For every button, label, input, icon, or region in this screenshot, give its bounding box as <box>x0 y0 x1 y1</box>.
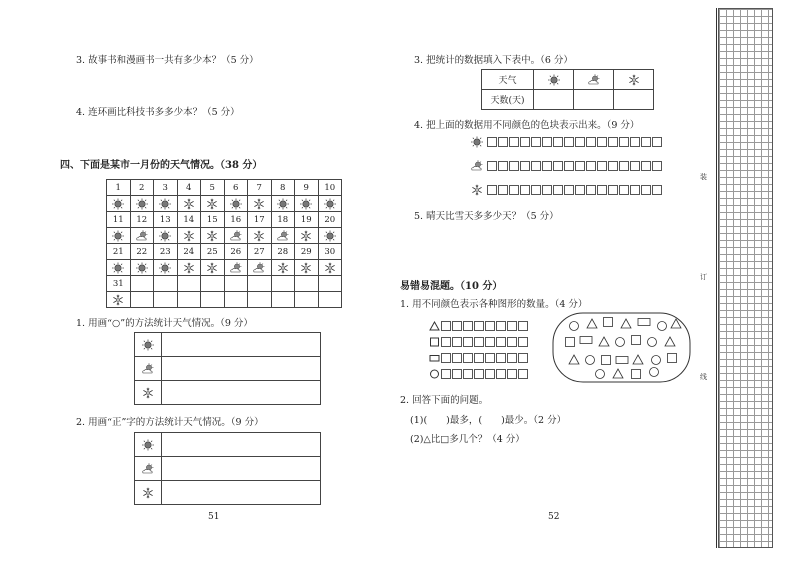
colour-block[interactable] <box>498 161 508 171</box>
sun-icon <box>323 230 337 242</box>
calendar-weather-cell <box>295 228 319 244</box>
snow-icon <box>182 262 196 274</box>
sun-icon <box>141 339 155 351</box>
days-sun-cell[interactable] <box>534 90 574 110</box>
days-snow-cell[interactable] <box>614 90 654 110</box>
colour-block[interactable] <box>586 185 596 195</box>
calendar-day-cell <box>248 276 272 292</box>
calendar-weather-cell <box>130 292 154 308</box>
calendar-day-cell: 24 <box>177 244 201 260</box>
square-shape <box>632 336 641 345</box>
calendar-day-cell <box>295 276 319 292</box>
calendar-day-cell <box>318 276 342 292</box>
count-box[interactable] <box>441 369 451 379</box>
colour-block[interactable] <box>520 161 530 171</box>
tally-icon-cell <box>135 481 162 505</box>
colour-block[interactable] <box>597 137 607 147</box>
calendar-day-cell: 22 <box>130 244 154 260</box>
snow-icon <box>252 230 266 242</box>
snow-icon <box>323 262 337 274</box>
calendar-day-cell: 10 <box>318 180 342 196</box>
circle-shape <box>570 322 579 331</box>
calendar-day-cell: 30 <box>318 244 342 260</box>
snow-icon <box>470 184 484 196</box>
cloud-icon <box>587 74 601 86</box>
colour-block[interactable] <box>597 185 607 195</box>
calendar-day-cell: 19 <box>295 212 319 228</box>
rect-icon <box>429 353 440 366</box>
triangle-shape <box>613 369 623 378</box>
calendar-weather-cell <box>107 260 131 276</box>
count-box[interactable] <box>474 337 484 347</box>
sun-icon <box>470 136 484 148</box>
colour-block[interactable] <box>509 185 519 195</box>
calendar-weather-cell <box>107 292 131 308</box>
snow-icon <box>276 262 290 274</box>
snow-icon <box>111 294 125 306</box>
calendar-day-cell <box>224 276 248 292</box>
colour-block[interactable] <box>520 137 530 147</box>
sun-icon <box>299 198 313 210</box>
tally-icon-cell <box>135 333 162 357</box>
colour-block[interactable] <box>531 137 541 147</box>
calendar-day-cell: 3 <box>154 180 178 196</box>
colour-block[interactable] <box>597 161 607 171</box>
count-box[interactable] <box>474 353 484 363</box>
calendar-day-cell: 12 <box>130 212 154 228</box>
calendar-weather-cell <box>271 228 295 244</box>
calendar-day-cell: 8 <box>271 180 295 196</box>
calendar-weather-cell <box>271 196 295 212</box>
colour-block[interactable] <box>509 137 519 147</box>
calendar-day-cell: 1 <box>107 180 131 196</box>
colour-block[interactable] <box>553 185 563 195</box>
snow-icon <box>141 387 155 399</box>
calendar-day-cell: 31 <box>107 276 131 292</box>
colour-block[interactable] <box>553 161 563 171</box>
tally-answer-cell[interactable] <box>162 481 321 505</box>
tally-answer-cell[interactable] <box>162 457 321 481</box>
e2-question: 2. 回答下面的问题。 <box>400 395 489 406</box>
calendar-weather-cell <box>318 228 342 244</box>
sun-icon <box>135 262 149 274</box>
colour-block[interactable] <box>652 161 662 171</box>
count-box[interactable] <box>507 321 517 331</box>
calendar-weather-cell <box>107 228 131 244</box>
days-cloud-cell[interactable] <box>574 90 614 110</box>
calendar-day-cell: 14 <box>177 212 201 228</box>
calendar-day-cell <box>130 276 154 292</box>
calendar-day-cell: 9 <box>295 180 319 196</box>
colour-block[interactable] <box>575 185 585 195</box>
calendar-weather-cell <box>154 228 178 244</box>
circle-shape <box>648 338 657 347</box>
calendar-weather-cell <box>130 260 154 276</box>
calendar-weather-cell <box>177 260 201 276</box>
calendar-day-cell: 23 <box>154 244 178 260</box>
circle-shape <box>650 368 659 377</box>
colour-block[interactable] <box>564 161 574 171</box>
colour-block[interactable] <box>487 161 497 171</box>
square-shape <box>604 318 613 327</box>
cloud-icon <box>141 363 155 375</box>
calendar-weather-cell <box>248 228 272 244</box>
calendar-day-cell: 5 <box>201 180 225 196</box>
calendar-day-cell: 18 <box>271 212 295 228</box>
sun-icon <box>111 262 125 274</box>
calendar-weather-cell <box>224 260 248 276</box>
calendar-day-cell: 11 <box>107 212 131 228</box>
colour-block[interactable] <box>575 161 585 171</box>
rectangle-shape <box>616 357 628 364</box>
count-box[interactable] <box>474 321 484 331</box>
count-box[interactable] <box>496 369 506 379</box>
calendar-weather-cell <box>271 260 295 276</box>
calendar-weather-cell <box>295 292 319 308</box>
tally-answer-cell[interactable] <box>162 433 321 457</box>
colour-block[interactable] <box>641 185 651 195</box>
calendar-day-cell: 15 <box>201 212 225 228</box>
left-sub1: 1. 用画“○”的方法统计天气情况。（9 分） <box>76 318 253 329</box>
sun-icon <box>229 198 243 210</box>
calendar-weather-cell <box>248 260 272 276</box>
calendar-day-cell: 7 <box>248 180 272 196</box>
shape-count-row <box>441 321 529 331</box>
cloud-icon <box>229 262 243 274</box>
binding-label-mid: 订 <box>700 273 707 281</box>
snow-icon <box>205 262 219 274</box>
colour-block[interactable] <box>652 137 662 147</box>
count-box[interactable] <box>452 369 462 379</box>
circle-tally-table <box>134 332 321 405</box>
circle-shape <box>586 356 595 365</box>
count-box[interactable] <box>496 321 506 331</box>
count-box[interactable] <box>441 353 451 363</box>
circle-shape <box>616 338 625 347</box>
calendar-day-cell: 2 <box>130 180 154 196</box>
snow-icon <box>627 74 641 86</box>
colour-block[interactable] <box>630 185 640 195</box>
cloud-icon <box>470 160 484 172</box>
colour-block[interactable] <box>652 185 662 195</box>
page-number-left: 51 <box>208 512 220 522</box>
calendar-weather-cell <box>201 228 225 244</box>
calendar-weather-cell <box>154 196 178 212</box>
tally-icon-cell <box>135 381 162 405</box>
colour-block[interactable] <box>509 161 519 171</box>
cloud-icon <box>135 230 149 242</box>
calendar-day-cell <box>201 276 225 292</box>
snow-icon <box>182 198 196 210</box>
snow-icon <box>182 230 196 242</box>
colour-block[interactable] <box>487 185 497 195</box>
square-shape <box>632 370 641 379</box>
colour-block[interactable] <box>564 185 574 195</box>
count-box[interactable] <box>485 353 495 363</box>
calendar-weather-cell <box>201 260 225 276</box>
snow-icon <box>252 198 266 210</box>
sun-icon <box>276 198 290 210</box>
snow-icon <box>205 230 219 242</box>
table-days-label: 天数(天) <box>482 90 534 110</box>
triangle-shape <box>587 319 597 328</box>
sun-icon <box>135 198 149 210</box>
calendar-weather-cell <box>318 260 342 276</box>
calendar-weather-cell <box>224 228 248 244</box>
colour-block[interactable] <box>542 161 552 171</box>
square-shape <box>602 356 611 365</box>
right-q3: 3. 把统计的数据填入下表中。（6 分） <box>414 55 573 66</box>
tally-answer-cell[interactable] <box>162 333 321 357</box>
count-box[interactable] <box>518 353 528 363</box>
calendar-day-cell: 16 <box>224 212 248 228</box>
count-box[interactable] <box>463 337 473 347</box>
shape-count-row <box>441 337 529 347</box>
calendar-weather-cell <box>177 292 201 308</box>
colour-block[interactable] <box>586 161 596 171</box>
shape-count-row <box>441 369 529 379</box>
sun-icon <box>111 198 125 210</box>
colour-block[interactable] <box>498 137 508 147</box>
colour-block[interactable] <box>641 137 651 147</box>
colour-block[interactable] <box>575 137 585 147</box>
zheng-tally-table <box>134 432 321 505</box>
calendar-day-cell: 6 <box>224 180 248 196</box>
binding-label-bottom: 线 <box>700 373 707 381</box>
colour-block[interactable] <box>608 137 618 147</box>
calendar-weather-cell <box>130 196 154 212</box>
triangle-shape <box>665 337 675 346</box>
count-box[interactable] <box>441 337 451 347</box>
left-q3: 3. 故事书和漫画书一共有多少本？（5 分） <box>76 55 259 66</box>
square-icon <box>429 337 440 350</box>
calendar-day-cell: 4 <box>177 180 201 196</box>
count-box[interactable] <box>518 337 528 347</box>
count-box[interactable] <box>452 321 462 331</box>
count-box[interactable] <box>507 337 517 347</box>
calendar-day-cell: 13 <box>154 212 178 228</box>
weather-count-table <box>481 69 654 110</box>
sun-icon <box>158 198 172 210</box>
shape-count-row <box>441 353 529 363</box>
calendar-day-cell: 28 <box>271 244 295 260</box>
colour-block-row <box>487 161 663 171</box>
col-sun <box>534 70 574 90</box>
cloud-icon <box>229 230 243 242</box>
tally-icon-cell <box>135 457 162 481</box>
square-shape <box>566 338 575 347</box>
colour-block[interactable] <box>630 161 640 171</box>
calendar-weather-cell <box>248 292 272 308</box>
colour-block[interactable] <box>641 161 651 171</box>
snow-icon <box>205 198 219 210</box>
count-box[interactable] <box>474 369 484 379</box>
triangle-icon <box>429 321 440 334</box>
calendar-weather-cell <box>318 292 342 308</box>
calendar-weather-cell <box>318 196 342 212</box>
calendar-day-cell <box>177 276 201 292</box>
colour-block[interactable] <box>608 161 618 171</box>
tally-icon-cell <box>135 357 162 381</box>
calendar-weather-cell <box>201 292 225 308</box>
circle-shape <box>658 322 667 331</box>
calendar-day-cell: 20 <box>318 212 342 228</box>
colour-block-row <box>487 185 663 195</box>
rectangle-shape <box>580 337 592 344</box>
calendar-weather-cell <box>154 292 178 308</box>
calendar-day-cell: 27 <box>248 244 272 260</box>
colour-block[interactable] <box>564 137 574 147</box>
colour-block[interactable] <box>619 137 629 147</box>
square-shape <box>668 354 677 363</box>
triangle-shape <box>569 355 579 364</box>
colour-block[interactable] <box>608 185 618 195</box>
calendar-weather-cell <box>224 196 248 212</box>
circle-shape <box>652 356 661 365</box>
colour-block[interactable] <box>487 137 497 147</box>
calendar-weather-cell <box>271 292 295 308</box>
count-box[interactable] <box>463 369 473 379</box>
rectangle-shape <box>638 319 650 326</box>
count-box[interactable] <box>463 321 473 331</box>
calendar-weather-cell <box>224 292 248 308</box>
calendar-weather-cell <box>248 196 272 212</box>
count-box[interactable] <box>485 321 495 331</box>
tally-answer-cell[interactable] <box>162 357 321 381</box>
calendar-day-cell <box>271 276 295 292</box>
colour-block-row <box>487 137 663 147</box>
cloud-icon <box>276 230 290 242</box>
count-box[interactable] <box>507 353 517 363</box>
colour-block[interactable] <box>520 185 530 195</box>
snow-icon <box>299 262 313 274</box>
section-easy-mistake: 易错易混题。（10 分） <box>400 281 503 292</box>
colour-block[interactable] <box>619 185 629 195</box>
col-snow <box>614 70 654 90</box>
colour-block[interactable] <box>542 137 552 147</box>
calendar-weather-cell <box>295 196 319 212</box>
circle-shape <box>596 370 605 379</box>
calendar-day-cell: 17 <box>248 212 272 228</box>
calendar-weather-cell <box>130 228 154 244</box>
triangle-shape <box>633 355 643 364</box>
weather-calendar <box>106 179 342 308</box>
count-box[interactable] <box>496 337 506 347</box>
colour-block[interactable] <box>586 137 596 147</box>
snow-icon <box>141 487 155 499</box>
binding-label-top: 装 <box>700 173 707 181</box>
e2b-question: (2)△比□多几个？（4 分） <box>410 434 525 445</box>
left-q4: 4. 连环画比科技书多多少本？（5 分） <box>76 107 240 118</box>
sun-icon <box>323 198 337 210</box>
calendar-weather-cell <box>177 228 201 244</box>
count-box[interactable] <box>452 353 462 363</box>
count-box[interactable] <box>496 353 506 363</box>
sun-icon <box>547 74 561 86</box>
snow-icon <box>299 230 313 242</box>
count-box[interactable] <box>518 369 528 379</box>
colour-block[interactable] <box>630 137 640 147</box>
colour-block[interactable] <box>542 185 552 195</box>
count-box[interactable] <box>485 369 495 379</box>
calendar-day-cell: 25 <box>201 244 225 260</box>
triangle-shape <box>599 337 609 346</box>
cloud-icon <box>252 262 266 274</box>
colour-block[interactable] <box>498 185 508 195</box>
count-box[interactable] <box>507 369 517 379</box>
colour-block[interactable] <box>531 161 541 171</box>
col-cloud <box>574 70 614 90</box>
shapes-ellipse <box>552 312 692 384</box>
calendar-weather-cell <box>201 196 225 212</box>
e2a-question: (1)( )最多，( )最少。（2 分） <box>410 415 567 426</box>
count-box[interactable] <box>452 337 462 347</box>
grid-margin <box>718 8 773 548</box>
tally-icon-cell <box>135 433 162 457</box>
page-number-right: 52 <box>548 512 560 522</box>
right-q5: 5. 晴天比雪天多多少天？（5 分） <box>414 211 559 222</box>
binding-line <box>716 8 717 548</box>
table-header-weather: 天气 <box>482 70 534 90</box>
calendar-weather-cell <box>295 260 319 276</box>
calendar-weather-cell <box>177 196 201 212</box>
calendar-day-cell <box>154 276 178 292</box>
sun-icon <box>141 439 155 451</box>
count-box[interactable] <box>463 353 473 363</box>
count-box[interactable] <box>518 321 528 331</box>
sun-icon <box>111 230 125 242</box>
count-box[interactable] <box>485 337 495 347</box>
tally-answer-cell[interactable] <box>162 381 321 405</box>
cloud-icon <box>141 463 155 475</box>
sun-icon <box>158 230 172 242</box>
colour-block[interactable] <box>531 185 541 195</box>
section4-title: 四、下面是某市一月份的天气情况。（38 分） <box>60 160 263 171</box>
triangle-shape <box>621 319 631 328</box>
calendar-weather-cell <box>154 260 178 276</box>
left-sub2: 2. 用画“正”字的方法统计天气情况。（9 分） <box>76 417 264 428</box>
sun-icon <box>158 262 172 274</box>
e1-question: 1. 用不同颜色表示各种图形的数量。（4 分） <box>400 299 588 310</box>
colour-block[interactable] <box>553 137 563 147</box>
calendar-day-cell: 21 <box>107 244 131 260</box>
calendar-day-cell: 29 <box>295 244 319 260</box>
count-box[interactable] <box>441 321 451 331</box>
colour-block[interactable] <box>619 161 629 171</box>
right-q4: 4. 把上面的数据用不同颜色的色块表示出来。（9 分） <box>414 120 640 131</box>
calendar-weather-cell <box>107 196 131 212</box>
calendar-day-cell: 26 <box>224 244 248 260</box>
circle-icon <box>429 369 440 382</box>
